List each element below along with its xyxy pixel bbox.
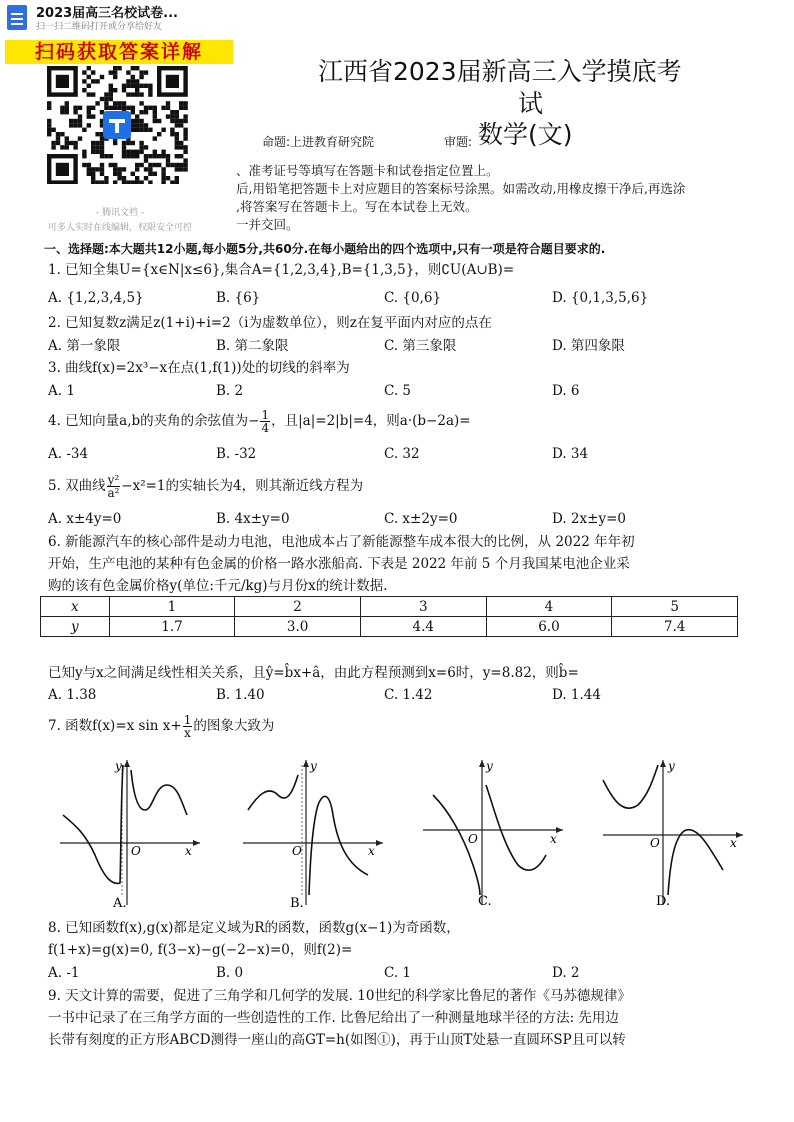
option-d: D. 2 (552, 965, 580, 981)
table-header-x: x (41, 597, 110, 617)
table-cell: 7.4 (612, 617, 738, 637)
q4-options (48, 444, 748, 464)
exam-author: 命题:上进教育研究院 (262, 135, 375, 149)
q6-line: 6. 新能源汽车的核心部件是动力电池，电池成本占了新能源整车成本很大的比例，从 2022 年年初 (48, 534, 635, 550)
graph-y-label: y (115, 759, 122, 773)
table-cell: 3 (360, 597, 486, 617)
tencent-docs-logo-icon (103, 111, 131, 139)
q7-graph-b (238, 755, 388, 910)
q4-stem (48, 406, 471, 436)
instructions (236, 162, 685, 234)
option-d: D. {0,1,3,5,6} (552, 290, 649, 306)
graph-x-label: x (185, 844, 192, 858)
graph-origin-label: O (468, 832, 478, 846)
q6-after: 已知y与x之间满足线性相关关系，且ŷ=b̂x+â，由此方程预测到x=6时，y=8.82，则b̂= (48, 665, 579, 681)
graph-option-label: B. (290, 896, 304, 910)
exam-title-line1: 江西省2023届新高三入学摸底考 (318, 57, 682, 86)
doc-title[interactable]: 2023届高三名校试卷... (36, 6, 178, 21)
tencent-docs-notice-2: 可多人实时在线编辑，权限安全可控 (47, 223, 192, 233)
option-d: D. 1.44 (552, 687, 601, 703)
doc-header-bar (0, 0, 240, 34)
q7-graph-c (418, 755, 568, 910)
graph-option-label: D. (656, 894, 671, 909)
q2-stem: 2. 已知复数z满足z(1+i)+i=2（i为虚数单位），则z在复平面内对应的点在 (48, 315, 492, 331)
table-cell: 4.4 (360, 617, 486, 637)
q9-line: 长带有刻度的正方形ABCD测得一座山的高GT=h(如图①)，再于山顶T处悬一直圆环SP且可以转 (48, 1032, 626, 1048)
option-a: A. -34 (48, 446, 89, 462)
q9-line: 一书中记录了在三角学方面的一些创造性的工作. 比鲁尼给出了一种测量地球半径的方法: 先用边 (48, 1010, 619, 1026)
instruction-line: 、准考证号等填写在答题卡和试卷指定位置上。 (236, 163, 499, 178)
graph-origin-label: O (650, 836, 660, 850)
exam-reviewer: 审题: (444, 135, 473, 149)
graph-x-label: x (730, 836, 737, 850)
graph-option-label: C. (478, 894, 492, 909)
q9-line: 9. 天文计算的需要，促进了三角学和几何学的发展. 10世纪的科学家比鲁尼的著作《马苏德规律》 (48, 988, 631, 1004)
q5-stem-post: −x²=1的实轴长为4，则其渐近线方程为 (121, 478, 364, 494)
option-d: D. 6 (552, 383, 580, 399)
q6-line: 开始，生产电池的某种有色金属的价格一路水涨船高. 下表是 2022 年前 5 个月我国某电池企业采 (48, 556, 630, 572)
instruction-line: ,将答案写在答题卡上。写在本试卷上无效。 (236, 199, 478, 214)
doc-subtitle: 扫一扫二维码打开或分享给好友 (36, 22, 163, 32)
q7-graph-a (55, 755, 205, 910)
q4-stem-pre: 4. 已知向量a,b的夹角的余弦值为− (48, 413, 260, 429)
tencent-docs-notice-1: - 腾讯文档 - (95, 208, 145, 218)
option-d: D. 34 (552, 446, 589, 462)
exam-subject: 数学(文) (478, 120, 573, 149)
option-b: B. 2 (216, 383, 244, 399)
graph-y-label: y (486, 759, 493, 773)
option-c: C. 5 (384, 383, 412, 399)
option-a: A. -1 (48, 965, 80, 981)
option-b: B. 4x±y=0 (216, 511, 290, 527)
q8-options (48, 963, 748, 983)
option-a: A. 第一象限 (48, 338, 121, 354)
option-c: C. {0,6} (384, 290, 442, 306)
q6-data-table (40, 596, 738, 637)
table-cell: 4 (486, 597, 612, 617)
q7-stem-pre: 7. 函数f(x)=x sin x+ (48, 718, 182, 734)
graph-origin-label: O (131, 844, 141, 858)
graph-origin-label: O (292, 844, 302, 858)
graph-x-label: x (368, 844, 375, 858)
promo-banner[interactable]: 扫码获取答案详解 (5, 40, 233, 64)
table-cell: 5 (612, 597, 738, 617)
q5-stem-pre: 5. 双曲线 (48, 478, 106, 494)
option-c: C. 1 (384, 965, 412, 981)
option-c: C. 32 (384, 446, 420, 462)
option-b: B. {6} (216, 290, 261, 306)
q3-options (48, 381, 748, 401)
instruction-line: 一并交回。 (236, 217, 299, 232)
table-cell: 2 (235, 597, 361, 617)
qr-code[interactable] (46, 66, 188, 184)
instruction-line: 后,用铅笔把答题卡上对应题目的答案标号涂黑。如需改动,用橡皮擦干净后,再选涂 (236, 181, 686, 196)
graph-option-label: A. (113, 896, 127, 910)
fraction-numerator: 1 (261, 408, 270, 422)
q7-stem-post: 的图象大致为 (193, 718, 275, 734)
q1-options (48, 288, 748, 308)
option-d: D. 第四象限 (552, 338, 625, 354)
q7-stem (48, 710, 274, 742)
table-cell: 6.0 (486, 617, 612, 637)
q2-options (48, 336, 748, 356)
section-heading: 一、选择题:本大题共12小题,每小题5分,共60分.在每小题给出的四个选项中,只有一项是符合题目要求的. (44, 242, 606, 256)
q6-options (48, 685, 748, 705)
table-header-y: y (41, 617, 110, 637)
graph-y-label: y (310, 759, 317, 773)
q1-stem: 1. 已知全集U={x∈N|x≤6},集合A={1,2,3,4},B={1,3,5}，则∁U(A∪B)= (48, 262, 515, 278)
option-c: C. x±2y=0 (384, 511, 458, 527)
fraction-numerator: y² (107, 473, 120, 487)
fraction-denominator: a² (107, 486, 120, 500)
table-cell: 1 (109, 597, 235, 617)
q4-stem-post: ，且|a|=2|b|=4，则a·(b−2a)= (271, 413, 471, 429)
exam-title-line2: 试 (518, 89, 544, 118)
q5-options (48, 509, 748, 529)
option-a: A. {1,2,3,4,5} (48, 290, 144, 306)
option-b: B. 1.40 (216, 687, 265, 703)
fraction-denominator: x (184, 726, 191, 740)
fraction-denominator: 4 (261, 421, 270, 435)
q4-fraction (260, 409, 270, 434)
q8-line2: f(1+x)=g(x)=0, f(3−x)−g(−2−x)=0，则f(2)= (48, 942, 353, 958)
q3-stem: 3. 曲线f(x)=2x³−x在点(1,f(1))处的切线的斜率为 (48, 360, 350, 376)
table-row (41, 617, 738, 637)
q5-fraction (107, 474, 121, 499)
q7-graph-d (598, 755, 748, 910)
table-cell: 1.7 (109, 617, 235, 637)
q8-line1: 8. 已知函数f(x),g(x)都是定义域为R的函数，函数g(x−1)为奇函数， (48, 920, 460, 936)
table-row (41, 597, 738, 617)
option-b: B. 0 (216, 965, 244, 981)
option-d: D. 2x±y=0 (552, 511, 626, 527)
q7-fraction (183, 714, 193, 739)
option-b: B. -32 (216, 446, 257, 462)
q5-stem (48, 470, 363, 502)
option-c: C. 1.42 (384, 687, 433, 703)
graph-x-label: x (550, 832, 557, 846)
q6-line: 购的该有色金属价格y(单位:千元/kg)与月份x的统计数据. (48, 578, 388, 594)
fraction-numerator: 1 (183, 713, 192, 727)
doc-file-icon (7, 5, 27, 30)
table-cell: 3.0 (235, 617, 361, 637)
option-a: A. x±4y=0 (48, 511, 122, 527)
graph-y-label: y (668, 759, 675, 773)
option-a: A. 1.38 (48, 687, 97, 703)
option-a: A. 1 (48, 383, 75, 399)
option-b: B. 第二象限 (216, 338, 289, 354)
option-c: C. 第三象限 (384, 338, 457, 354)
